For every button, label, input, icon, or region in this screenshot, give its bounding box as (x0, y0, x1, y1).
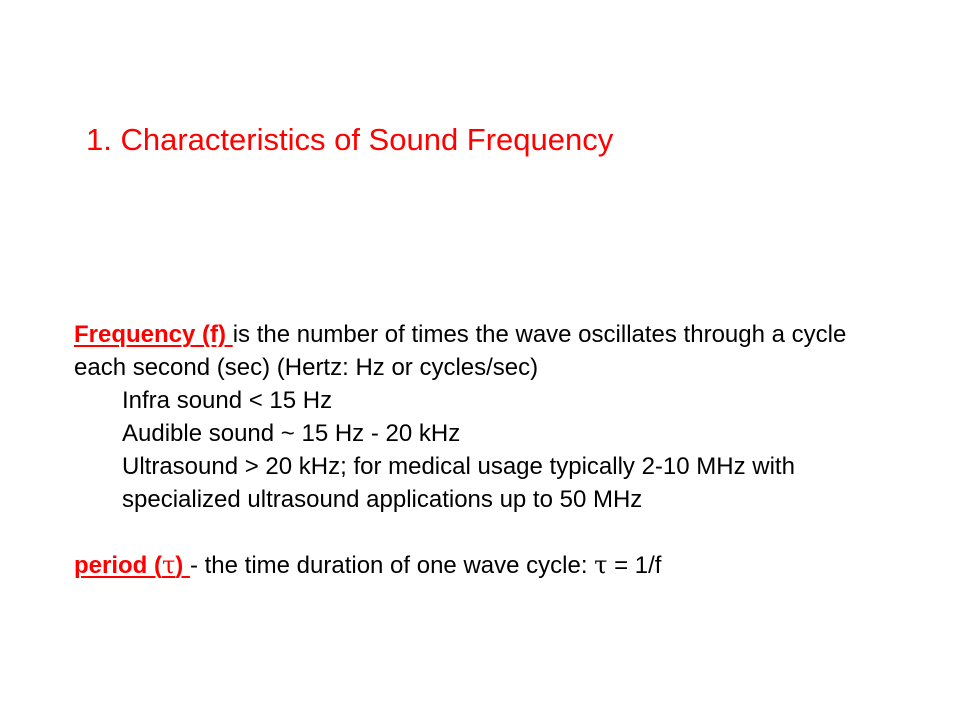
spacer (74, 516, 894, 549)
period-definition: - the time duration of one wave cycle: (189, 552, 595, 579)
period-term-prefix: period ( (74, 552, 162, 579)
period-term (74, 552, 190, 579)
period-tau-symbol: τ (162, 551, 176, 579)
frequency-definition: is the number of times the wave oscillates through a cycle each second (sec) (Hertz: Hz or cycles/sec) (74, 321, 847, 381)
range-audible: Audible sound ~ 15 Hz - 20 kHz (122, 420, 461, 447)
period-term-suffix: ) (175, 552, 190, 579)
range-infra: Infra sound < 15 Hz (122, 387, 333, 414)
formula-tau-symbol: τ (594, 551, 608, 579)
formula-rest: = 1/f (607, 552, 662, 579)
frequency-term: Frequency (f) (74, 321, 233, 348)
slide-body (74, 318, 894, 582)
range-ultrasound: Ultrasound > 20 kHz; for medical usage typically 2-10 MHz with specialized ultrasound applications up to 50 MHz (122, 453, 795, 513)
period-paragraph (74, 549, 894, 582)
frequency-paragraph (74, 318, 894, 384)
slide-title: 1. Characteristics of Sound Frequency (86, 122, 614, 157)
